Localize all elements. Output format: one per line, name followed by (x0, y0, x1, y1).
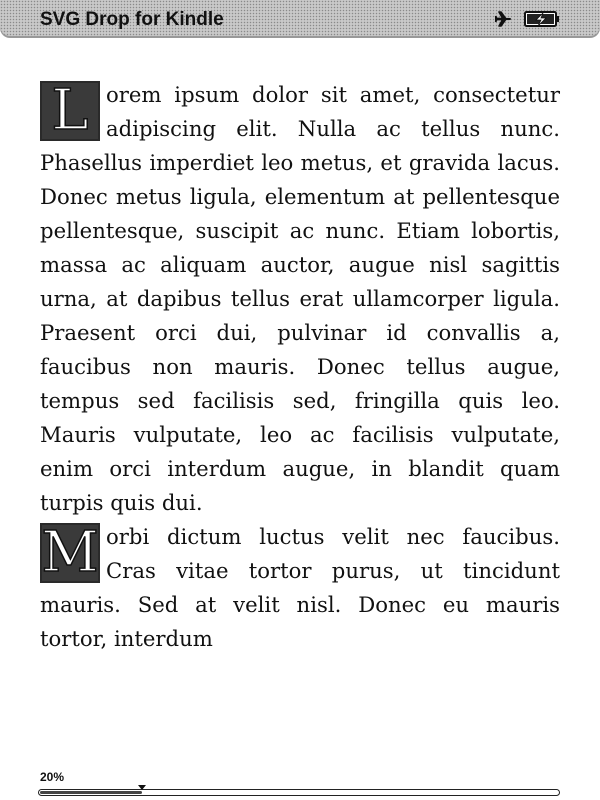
paragraph (40, 520, 560, 656)
book-page[interactable] (40, 78, 560, 656)
battery-charging-icon (524, 10, 560, 28)
app-title: SVG Drop for Kindle (40, 9, 224, 30)
reading-progress-bar[interactable] (38, 789, 560, 796)
progress-fill (40, 791, 142, 794)
paragraph-text: orbi dictum luctus velit nec faucibus. Cras vitae tortor purus, ut tincidunt mauris. Sed at velit nisl. Donec eu mauris tortor, interdum (40, 524, 560, 651)
dropcap: L (40, 81, 100, 141)
status-bar (0, 0, 600, 38)
progress-position-marker (138, 785, 146, 790)
airplane-icon (494, 10, 512, 28)
paragraph (40, 78, 560, 520)
dropcap: M (41, 520, 99, 585)
progress-percent-label: 20% (40, 770, 65, 784)
paragraph-text: orem ipsum dolor sit amet, consectetur adipiscing elit. Nulla ac tellus nunc. Phasellus imperdiet leo metus, et gravida lacus. Donec metus ligula, elementum at pellentesque pellentesque, suscipit ac nunc. Etiam lobortis, massa ac aliquam auctor, augue nisl sagittis urna, at dapibus tellus erat ullamcorper ligula. Praesent orci dui, pulvinar id convallis a, faucibus non mauris. Donec tellus augue, tempus sed facilisis sed, fringilla quis leo. Mauris vulputate, leo ac facilisis vulputate, enim orci interdum augue, in blandit quam turpis quis dui. (40, 82, 560, 515)
